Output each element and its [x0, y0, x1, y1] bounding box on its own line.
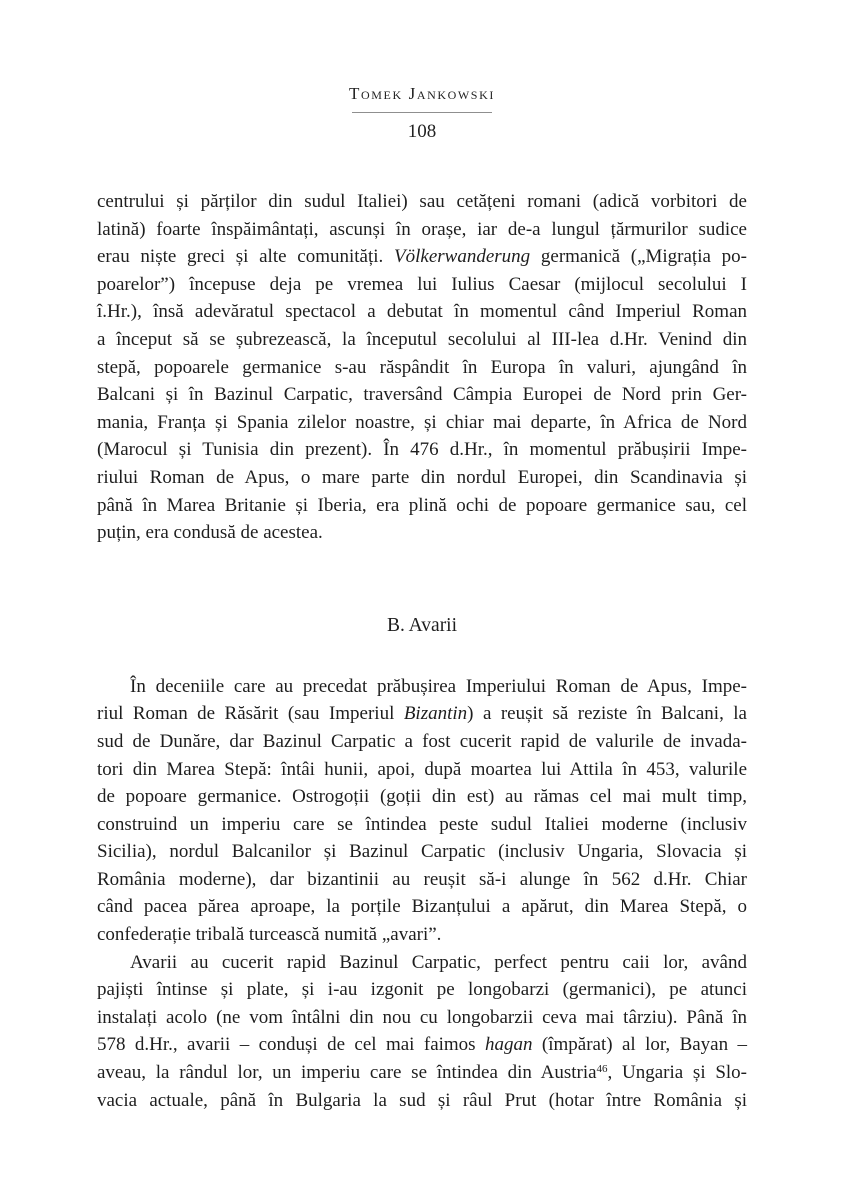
body-text: centrului și părților din sudul Italiei) sau cetățeni romani (adică vorbitori de	[97, 191, 747, 212]
body-text: ) a reușit să reziste în Balcani, la	[467, 703, 747, 725]
body-text: latină) foarte înspăimântați, ascunși în orașe, iar de-a lungul țărmurilor sudice	[97, 218, 747, 240]
body-text: germanică („Migrația po-	[530, 246, 747, 268]
text-line	[97, 298, 747, 326]
body-text: sud de Dunăre, dar Bazinul Carpatic a fost cucerit rapid de valurile de invada-	[97, 730, 747, 752]
body-text: de popoare germanice. Ostrogoții (goții din est) au rămas cel mai mult timp,	[97, 786, 747, 808]
paragraph	[97, 188, 747, 547]
text-line	[97, 783, 747, 811]
body-text: î.Hr.), însă adevăratul spectacol a debutat în momentul când Imperiul Roman	[97, 301, 747, 323]
italic-text: Völkerwanderung	[394, 246, 531, 268]
body-text: când pacea părea aproape, la porțile Bizanțului a apărut, din Marea Stepă, o	[97, 896, 747, 918]
body-text: Sicilia), nordul Balcanilor și Bazinul Carpatic (inclusiv Ungaria, Slovacia și	[97, 841, 747, 863]
text-line	[97, 464, 747, 492]
body-text: , Ungaria și Slo-	[607, 1062, 748, 1084]
body-text: stepă, popoarele germanice s-au răspândit în Europa în valuri, ajungând în	[97, 356, 747, 378]
text-line	[97, 188, 747, 216]
body-text: pajiști întinse și plate, și i-au izgonit pe longobarzi (germanici), pe atunci	[97, 979, 747, 1001]
body-text: erau niște greci și alte comunități.	[97, 246, 395, 268]
text-line	[97, 519, 747, 547]
body-text: Avarii au cucerit rapid Bazinul Carpatic, perfect pentru caii lor, având	[130, 951, 747, 973]
body-text: până în Marea Britanie și Iberia, era plină ochi de popoare germanice sau, cel	[97, 494, 747, 516]
text-line	[97, 216, 747, 244]
text-line	[97, 1059, 747, 1087]
text-line	[97, 673, 747, 701]
text-line	[97, 866, 747, 894]
text-line	[97, 976, 747, 1004]
italic-text: Bizantin	[403, 703, 468, 725]
body-text: (împărat) al lor, Bayan –	[532, 1034, 748, 1056]
body-text: instalați acolo (ne vom întâlni din nou cu longobarzii ceva mai târziu). Până în	[97, 1006, 747, 1028]
text-line	[97, 921, 747, 949]
text-line	[97, 811, 747, 839]
body-text: În deceniile care au precedat prăbușirea Imperiului Roman de Apus, Impe-	[130, 675, 747, 697]
text-body	[97, 188, 747, 1114]
body-text: construind un imperiu care se întindea peste sudul Italiei moderne (inclusiv	[97, 813, 747, 835]
body-text: riul Roman de Răsărit (sau Imperiul	[97, 703, 404, 725]
text-line	[97, 381, 747, 409]
body-text: puțin, era condusă de acestea.	[97, 522, 323, 544]
body-text: riului Roman de Apus, o mare parte din nordul Europei, din Scandinavia și	[97, 466, 747, 488]
body-text: poarelor”) începuse deja pe vremea lui Iulius Caesar (mijlocul secolului I	[97, 273, 747, 295]
running-head-author: Tomek Jankowski	[349, 84, 495, 103]
body-text: România moderne), dar bizantinii au reușit să-i alunge în 562 d.Hr. Chiar	[97, 868, 747, 890]
page-number: 108	[407, 121, 437, 142]
text-line	[97, 1031, 747, 1059]
body-text: aveau, la rândul lor, un imperiu care se întindea din Austria	[97, 1062, 597, 1084]
section-heading: B. Avarii	[386, 614, 458, 636]
text-line	[97, 409, 747, 437]
paragraph	[97, 673, 747, 949]
text-line	[97, 728, 747, 756]
paragraph	[97, 949, 747, 1115]
body-text: confederație tribală turcească numită „avari”.	[97, 924, 442, 946]
text-line	[97, 271, 747, 299]
text-line	[97, 1087, 747, 1115]
text-line	[97, 243, 747, 271]
text-line	[97, 700, 747, 728]
header-rule	[352, 112, 492, 113]
text-line	[97, 492, 747, 520]
text-line	[97, 893, 747, 921]
text-line	[97, 1004, 747, 1032]
text-line	[97, 838, 747, 866]
body-text: a început să se șubrezească, la începutul secolului al III-lea d.Hr. Venind din	[97, 328, 747, 350]
body-text: Balcani și în Bazinul Carpatic, traversând Câmpia Europei de Nord prin Ger-	[97, 384, 747, 406]
footnote-reference: 46	[596, 1063, 608, 1076]
body-text: 578 d.Hr., avarii – conduși de cel mai faimos	[97, 1034, 485, 1056]
body-text: vacia actuale, până în Bulgaria la sud și râul Prut (hotar între România și	[97, 1089, 747, 1111]
body-text: mania, Franța și Spania zilelor noastre, și chiar mai departe, în Africa de Nord	[97, 411, 747, 433]
text-line	[97, 436, 747, 464]
text-line	[97, 326, 747, 354]
text-line	[97, 354, 747, 382]
italic-text: hagan	[484, 1034, 533, 1056]
text-line	[97, 949, 747, 977]
body-text: tori din Marea Stepă: întâi hunii, apoi, după moartea lui Attila în 453, valurile	[97, 758, 747, 780]
body-text: (Marocul și Tunisia din prezent). În 476 d.Hr., în momentul prăbușirii Impe-	[97, 439, 747, 461]
text-line	[97, 756, 747, 784]
